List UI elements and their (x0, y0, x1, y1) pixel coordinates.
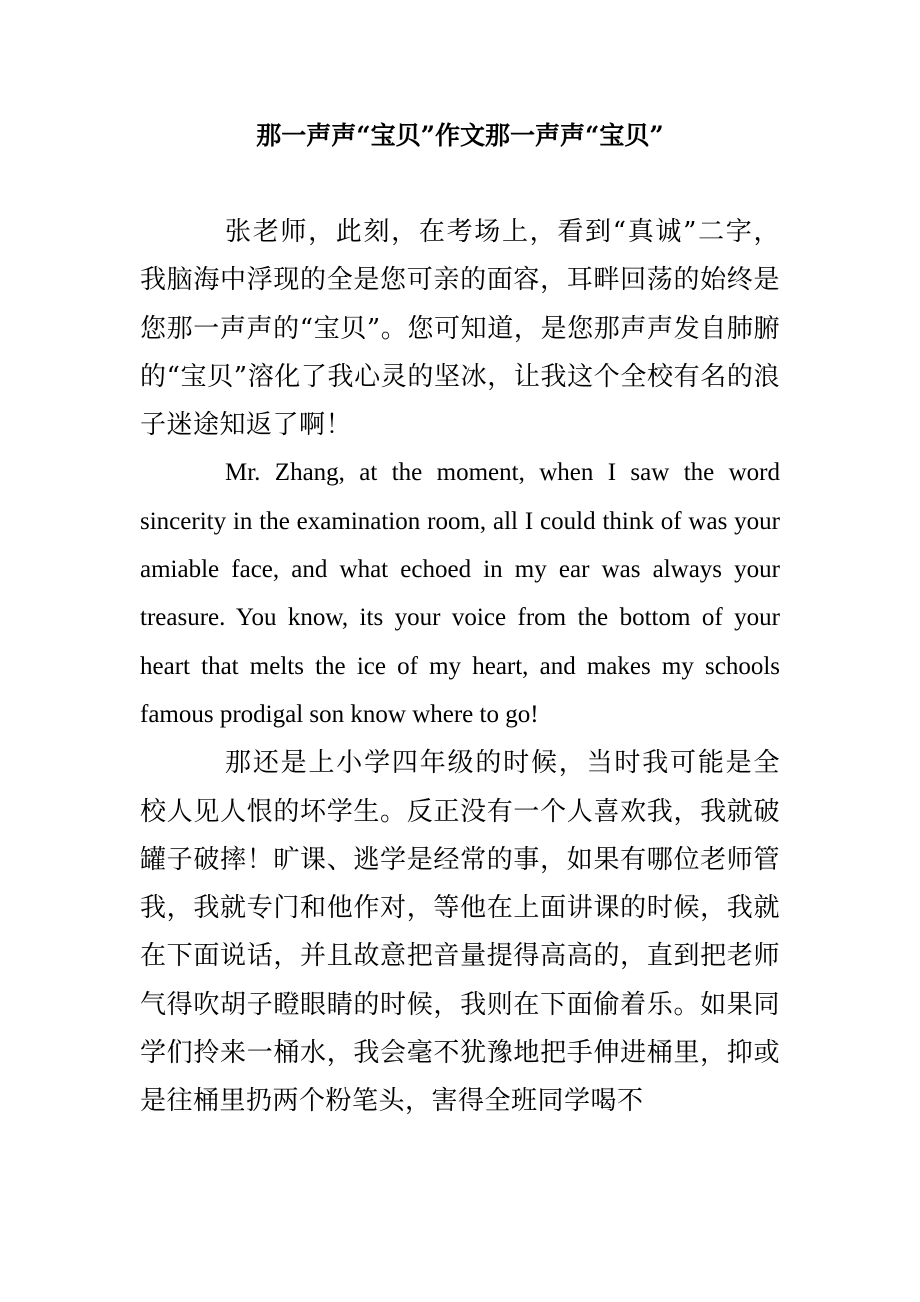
document-body (140, 208, 780, 1126)
paragraph-story-chinese: 那还是上小学四年级的时候，当时我可能是全校人见人恨的坏学生。反正没有一个人喜欢我，我就破罐子破摔！旷课、逃学是经常的事，如果有哪位老师管我，我就专门和他作对，等他在上面讲课的时候，我就在下面说话，并且故意把音量提得高高的，直到把老师气得吹胡子瞪眼睛的时候，我则在下面偷着乐。如果同学们拎来一桶水，我会毫不犹豫地把手伸进桶里，抑或是往桶里扔两个粉笔头，害得全班同学喝不 (140, 748, 780, 1117)
paragraph-intro-english: Mr. Zhang, at the moment, when I saw the word sincerity in the examination room, all I could think of was your amiable face, and what echoed in my ear was always your treasure. You know, its your voice from the bottom of your heart that melts the ice of my heart, and makes my schools famous prodigal son know where to go! (140, 459, 780, 728)
document-title: 那一声声“宝贝”作文那一声声“宝贝” (256, 121, 664, 150)
paragraph-intro-chinese: 张老师，此刻，在考场上，看到“真诚”二字，我脑海中浮现的全是您可亲的面容，耳畔回荡的始终是您那一声声的“宝贝”。您可知道，是您那声声发自肺腑的“宝贝”溶化了我心灵的坚冰，让我这个全校有名的浪子迷途知返了啊！ (140, 217, 780, 441)
